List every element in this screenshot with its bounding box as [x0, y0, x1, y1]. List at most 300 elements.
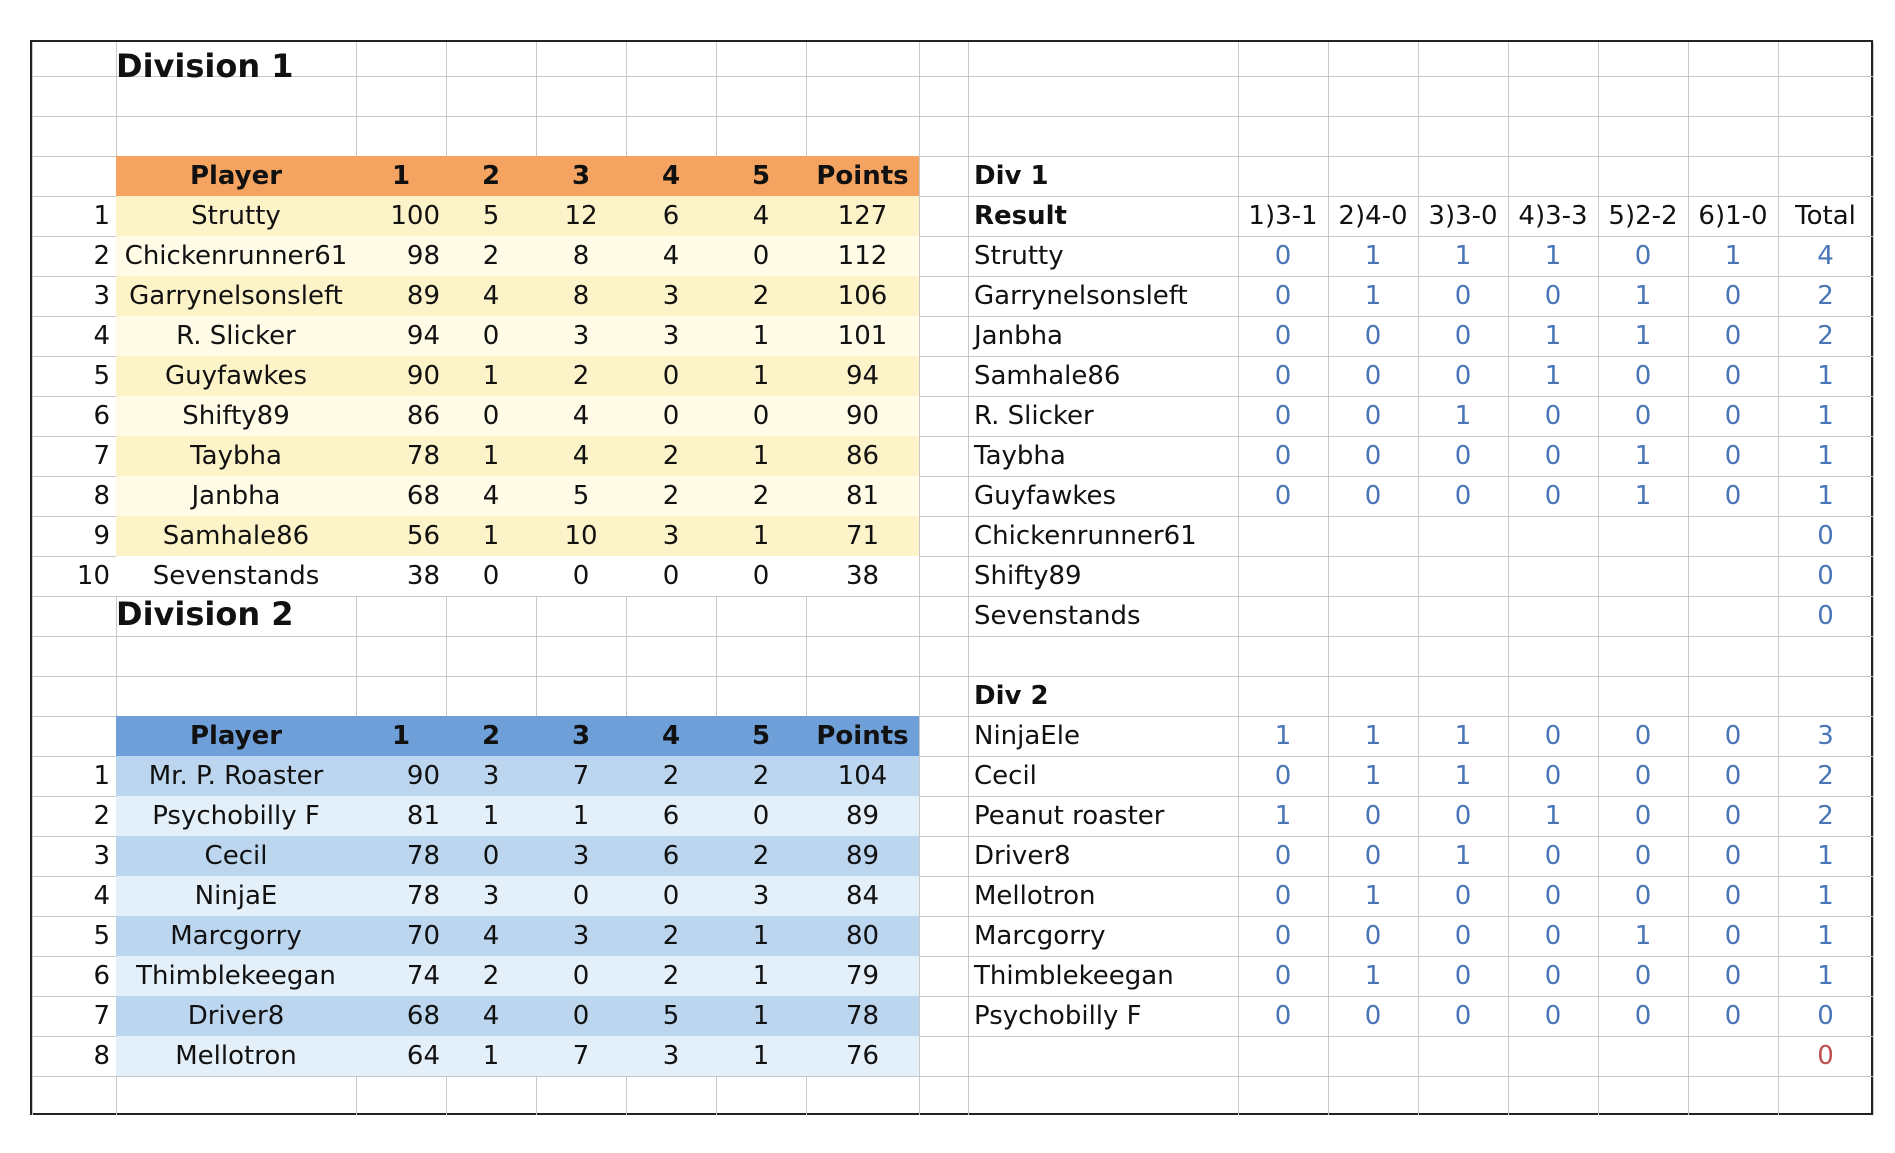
div1-round-4: 4 [662, 241, 680, 271]
div2-result-cell: 0 [1724, 721, 1742, 751]
div1-round-1: 100 [390, 201, 440, 231]
div1-result-total: 4 [1817, 241, 1834, 271]
div2-result-cell: 0 [1454, 1001, 1472, 1031]
div1-round-5: 2 [752, 281, 770, 311]
div2-result-cell: 0 [1364, 841, 1382, 871]
div1-round-5: 0 [752, 401, 770, 431]
div2-player: Mr. P. Roaster [148, 761, 324, 791]
div1-round-4: 3 [662, 281, 680, 311]
div1-round-2: 0 [482, 561, 500, 591]
result-col-4: 5)2-2 [1608, 201, 1678, 231]
div1-rank: 1 [93, 201, 110, 231]
div2-result-cell: 1 [1274, 801, 1292, 831]
div1-round-3: 10 [564, 521, 598, 551]
div2-points: 76 [845, 1041, 880, 1071]
div2-result-cell: 0 [1274, 841, 1292, 871]
div1-rank: 7 [93, 441, 110, 471]
div1-points: 112 [837, 241, 888, 271]
div2-result-cell: 0 [1454, 881, 1472, 911]
div2-round-4: 3 [662, 1041, 680, 1071]
div2-result-player: Thimblekeegan [974, 961, 1174, 991]
div1-header-5: 5 [751, 161, 771, 191]
div1-result-player: Chickenrunner61 [974, 521, 1197, 551]
div1-points: 81 [845, 481, 880, 511]
div1-result-cell [1508, 596, 1598, 636]
gridline-h [32, 76, 1873, 77]
gridline-h [32, 676, 1873, 677]
div1-result-player: Garrynelsonsleft [974, 281, 1188, 311]
div1-player: R. Slicker [176, 321, 296, 351]
div1-round-4: 3 [662, 321, 680, 351]
div2-result-total: 1 [1817, 921, 1834, 951]
div1-round-2: 1 [482, 521, 500, 551]
div1-result-cell [1508, 556, 1598, 596]
div2-result-cell: 0 [1544, 761, 1562, 791]
div1-rank: 10 [76, 561, 110, 591]
div1-round-3: 3 [572, 321, 590, 351]
div2-result-cell: 0 [1544, 841, 1562, 871]
div1-result-cell: 0 [1274, 481, 1292, 511]
div1-result-cell [1598, 596, 1688, 636]
div1-round-4: 3 [662, 521, 680, 551]
gridline-v [919, 42, 920, 1115]
div1-round-3: 4 [572, 441, 590, 471]
div2-player: Mellotron [175, 1041, 297, 1071]
div2-result-cell: 0 [1634, 721, 1652, 751]
div2-header-4: 4 [661, 721, 681, 751]
div1-result-cell [1688, 596, 1778, 636]
div1-result-cell: 1 [1364, 281, 1382, 311]
div1-points: 94 [845, 361, 880, 391]
div1-result-cell: 1 [1634, 281, 1652, 311]
div1-header-1: 1 [391, 161, 411, 191]
div1-result-cell: 0 [1274, 401, 1292, 431]
div2-player: Marcgorry [170, 921, 302, 951]
div1-result-cell: 0 [1544, 481, 1562, 511]
div1-result-cell: 1 [1544, 241, 1562, 271]
div1-round-3: 2 [572, 361, 590, 391]
div1-round-5: 1 [752, 521, 770, 551]
div2-result-cell: 0 [1724, 801, 1742, 831]
div2-result-cell: 1 [1364, 721, 1382, 751]
div2-round-5: 3 [752, 881, 770, 911]
div2-round-5: 1 [752, 961, 770, 991]
div1-result-total: 0 [1817, 521, 1834, 551]
div1-round-5: 1 [752, 361, 770, 391]
div1-result-cell: 0 [1724, 361, 1742, 391]
div1-result-cell: 0 [1364, 361, 1382, 391]
div1-round-2: 4 [482, 281, 500, 311]
div2-result-total: 1 [1817, 841, 1834, 871]
div1-points: 106 [837, 281, 888, 311]
div1-results-title: Div 1 [974, 161, 1049, 191]
div1-round-3: 4 [572, 401, 590, 431]
gridline-v [968, 42, 969, 1115]
div1-result-player: Samhale86 [974, 361, 1121, 391]
div1-points: 71 [845, 521, 880, 551]
div2-result-player: Driver8 [974, 841, 1071, 871]
div2-result-cell: 0 [1634, 761, 1652, 791]
div1-result-cell: 0 [1724, 321, 1742, 351]
div1-result-cell: 1 [1634, 481, 1652, 511]
div2-round-3: 7 [572, 761, 590, 791]
div2-header-6: Points [816, 721, 909, 751]
div2-result-player: NinjaEle [974, 721, 1080, 751]
result-col-5: 6)1-0 [1698, 201, 1768, 231]
div1-result-cell [1328, 596, 1418, 636]
div2-header-5: 5 [751, 721, 771, 751]
div1-result-cell: 1 [1544, 321, 1562, 351]
div2-round-5: 1 [752, 921, 770, 951]
div1-round-1: 68 [406, 481, 440, 511]
div1-result-player: Taybha [974, 441, 1066, 471]
div2-round-3: 3 [572, 921, 590, 951]
div2-round-1: 81 [406, 801, 440, 831]
div1-header-6: Points [816, 161, 909, 191]
div2-result-total: 3 [1817, 721, 1834, 751]
div1-result-cell: 1 [1364, 241, 1382, 271]
gridline-h [32, 1076, 1873, 1077]
div1-rank: 9 [93, 521, 110, 551]
div2-result-cell: 0 [1634, 841, 1652, 871]
result-label: Result [974, 201, 1067, 231]
div1-rank: 6 [93, 401, 110, 431]
div1-player: Janbha [191, 481, 281, 511]
div2-round-2: 3 [482, 881, 500, 911]
division-1-title: Division 1 [116, 47, 294, 85]
div2-round-1: 64 [406, 1041, 440, 1071]
div1-result-cell: 0 [1544, 441, 1562, 471]
div2-round-4: 2 [662, 761, 680, 791]
div1-round-1: 89 [406, 281, 440, 311]
div1-header-3: 3 [571, 161, 591, 191]
div2-round-4: 2 [662, 921, 680, 951]
div2-round-3: 0 [572, 961, 590, 991]
div1-round-2: 0 [482, 401, 500, 431]
div1-result-player: Guyfawkes [974, 481, 1117, 511]
div2-round-4: 2 [662, 961, 680, 991]
div2-round-3: 0 [572, 881, 590, 911]
div2-points: 104 [837, 761, 888, 791]
div1-result-cell: 0 [1454, 361, 1472, 391]
div2-rank: 7 [93, 1001, 110, 1031]
div1-result-cell: 0 [1364, 401, 1382, 431]
div1-result-cell: 0 [1274, 241, 1292, 271]
div1-round-1: 86 [406, 401, 440, 431]
div2-result-cell: 0 [1274, 921, 1292, 951]
div2-round-3: 3 [572, 841, 590, 871]
div1-result-cell: 0 [1724, 481, 1742, 511]
div2-rank: 3 [93, 841, 110, 871]
div1-result-cell [1688, 516, 1778, 556]
div1-rank: 5 [93, 361, 110, 391]
gridline-h [32, 116, 1873, 117]
div1-round-2: 1 [482, 441, 500, 471]
result-col-1: 2)4-0 [1338, 201, 1408, 231]
div1-result-cell: 0 [1544, 401, 1562, 431]
div1-rank: 2 [93, 241, 110, 271]
div2-round-3: 1 [572, 801, 590, 831]
div2-result-cell: 0 [1724, 1001, 1742, 1031]
div2-player: NinjaE [194, 881, 278, 911]
div1-result-cell: 1 [1454, 241, 1472, 271]
div2-round-5: 1 [752, 1041, 770, 1071]
div2-result-cell: 0 [1454, 921, 1472, 951]
div2-round-5: 1 [752, 1001, 770, 1031]
div1-result-player: Shifty89 [974, 561, 1082, 591]
div1-result-cell: 0 [1634, 361, 1652, 391]
div2-result-cell: 1 [1454, 841, 1472, 871]
div2-round-5: 0 [752, 801, 770, 831]
div2-result-cell: 0 [1634, 801, 1652, 831]
div2-result-cell: 0 [1274, 1001, 1292, 1031]
div2-result-cell: 1 [1364, 881, 1382, 911]
div2-result-cell: 0 [1544, 921, 1562, 951]
div2-rank: 1 [93, 761, 110, 791]
div2-player: Driver8 [187, 1001, 285, 1031]
div1-round-5: 4 [752, 201, 770, 231]
div1-points: 127 [837, 201, 888, 231]
div1-result-cell: 0 [1544, 281, 1562, 311]
div2-result-cell: 0 [1724, 921, 1742, 951]
div2-header-0: Player [189, 721, 283, 751]
div2-round-4: 5 [662, 1001, 680, 1031]
div2-round-2: 4 [482, 921, 500, 951]
div1-result-total: 0 [1817, 561, 1834, 591]
div2-rank: 6 [93, 961, 110, 991]
div1-points: 38 [845, 561, 880, 591]
div1-result-cell: 1 [1544, 361, 1562, 391]
div1-points: 101 [837, 321, 888, 351]
div1-result-cell [1238, 516, 1328, 556]
div1-round-3: 12 [564, 201, 598, 231]
div1-result-cell [1238, 556, 1328, 596]
div1-result-cell: 0 [1454, 321, 1472, 351]
div1-round-1: 94 [406, 321, 440, 351]
div1-result-cell: 0 [1364, 441, 1382, 471]
div2-result-cell: 0 [1274, 961, 1292, 991]
div1-result-cell [1688, 556, 1778, 596]
div2-player: Psychobilly F [152, 801, 320, 831]
div1-round-4: 0 [662, 401, 680, 431]
div2-round-4: 0 [662, 881, 680, 911]
div2-result-cell: 0 [1724, 761, 1742, 791]
div2-round-1: 70 [406, 921, 440, 951]
div1-result-cell: 0 [1274, 281, 1292, 311]
div2-round-3: 0 [572, 1001, 590, 1031]
div1-round-3: 8 [572, 241, 590, 271]
div1-result-cell: 0 [1724, 401, 1742, 431]
div2-result-cell: 0 [1724, 961, 1742, 991]
div1-player: Samhale86 [162, 521, 310, 551]
div2-result-cell: 0 [1544, 961, 1562, 991]
div1-round-1: 78 [406, 441, 440, 471]
div2-round-1: 68 [406, 1001, 440, 1031]
div2-result-cell: 1 [1364, 761, 1382, 791]
div2-result-cell: 0 [1364, 921, 1382, 951]
div1-result-cell [1598, 556, 1688, 596]
div1-round-4: 0 [662, 361, 680, 391]
div1-round-3: 8 [572, 281, 590, 311]
div1-round-1: 98 [406, 241, 440, 271]
div2-round-1: 74 [406, 961, 440, 991]
div1-result-cell: 0 [1454, 481, 1472, 511]
div1-round-4: 2 [662, 441, 680, 471]
div1-header-2: 2 [481, 161, 501, 191]
div1-result-total: 2 [1817, 281, 1834, 311]
div2-result-total: 2 [1817, 761, 1834, 791]
div2-round-2: 4 [482, 1001, 500, 1031]
div2-result-cell: 0 [1544, 721, 1562, 751]
div2-result-cell: 0 [1274, 761, 1292, 791]
div1-result-cell: 1 [1634, 321, 1652, 351]
div2-points: 80 [845, 921, 880, 951]
div2-result-cell: 0 [1544, 881, 1562, 911]
div2-points: 79 [845, 961, 880, 991]
div1-player: Shifty89 [182, 401, 290, 431]
div1-round-2: 4 [482, 481, 500, 511]
div1-result-cell: 0 [1364, 321, 1382, 351]
div1-round-2: 1 [482, 361, 500, 391]
div1-player: Chickenrunner61 [124, 241, 348, 271]
div2-round-2: 2 [482, 961, 500, 991]
div1-result-cell [1418, 516, 1508, 556]
div2-result-player: Mellotron [974, 881, 1096, 911]
div1-result-total: 0 [1817, 601, 1834, 631]
div1-player: Sevenstands [152, 561, 320, 591]
div2-result-cell: 0 [1544, 1001, 1562, 1031]
div1-result-cell: 0 [1634, 241, 1652, 271]
div2-result-cell: 0 [1364, 801, 1382, 831]
div2-result-cell: 1 [1634, 921, 1652, 951]
div2-result-cell: 0 [1724, 881, 1742, 911]
div2-result-cell: 1 [1274, 721, 1292, 751]
div1-round-1: 90 [406, 361, 440, 391]
div2-extra-total: 0 [1817, 1041, 1834, 1071]
div2-round-1: 78 [406, 841, 440, 871]
div2-result-cell: 0 [1364, 1001, 1382, 1031]
div2-result-player: Cecil [974, 761, 1037, 791]
div1-result-cell [1328, 516, 1418, 556]
div1-result-total: 2 [1817, 321, 1834, 351]
div1-result-cell: 0 [1364, 481, 1382, 511]
div1-round-3: 0 [572, 561, 590, 591]
div2-result-cell: 1 [1544, 801, 1562, 831]
div1-result-cell: 0 [1274, 321, 1292, 351]
div2-rank: 8 [93, 1041, 110, 1071]
div2-points: 84 [845, 881, 880, 911]
div1-result-cell [1418, 556, 1508, 596]
div1-round-2: 0 [482, 321, 500, 351]
div2-result-cell: 1 [1454, 761, 1472, 791]
div1-result-cell: 1 [1634, 441, 1652, 471]
division-2-title: Division 2 [116, 595, 294, 633]
div1-result-total: 1 [1817, 401, 1834, 431]
div1-header-4: 4 [661, 161, 681, 191]
div2-points: 89 [845, 801, 880, 831]
div1-round-4: 0 [662, 561, 680, 591]
div2-points: 89 [845, 841, 880, 871]
div2-header-1: 1 [391, 721, 411, 751]
div1-round-5: 1 [752, 321, 770, 351]
div1-round-1: 38 [406, 561, 440, 591]
div1-header-0: Player [189, 161, 283, 191]
div2-result-player: Psychobilly F [974, 1001, 1142, 1031]
div2-result-cell: 0 [1634, 961, 1652, 991]
div2-result-total: 1 [1817, 961, 1834, 991]
div2-rank: 2 [93, 801, 110, 831]
div1-result-cell: 1 [1454, 401, 1472, 431]
result-col-0: 1)3-1 [1248, 201, 1318, 231]
div1-round-4: 2 [662, 481, 680, 511]
div2-round-4: 6 [662, 801, 680, 831]
div2-round-2: 0 [482, 841, 500, 871]
spreadsheet [30, 40, 1873, 1115]
div1-round-4: 6 [662, 201, 680, 231]
div2-result-cell: 0 [1724, 841, 1742, 871]
div2-rank: 4 [93, 881, 110, 911]
result-col-3: 4)3-3 [1518, 201, 1588, 231]
div2-result-total: 0 [1817, 1001, 1834, 1031]
div1-points: 86 [845, 441, 880, 471]
div1-player: Strutty [191, 201, 281, 231]
div1-round-2: 2 [482, 241, 500, 271]
div2-player: Thimblekeegan [136, 961, 336, 991]
div1-player: Garrynelsonsleft [129, 281, 343, 311]
div1-result-player: Sevenstands [974, 601, 1141, 631]
div1-result-total: 1 [1817, 481, 1834, 511]
result-col-2: 3)3-0 [1428, 201, 1498, 231]
div1-round-5: 2 [752, 481, 770, 511]
div1-result-cell: 0 [1724, 441, 1742, 471]
div2-result-cell: 0 [1274, 881, 1292, 911]
div2-result-total: 1 [1817, 881, 1834, 911]
div1-result-cell: 0 [1274, 441, 1292, 471]
div2-round-2: 3 [482, 761, 500, 791]
div1-rank: 3 [93, 281, 110, 311]
div1-result-cell [1598, 516, 1688, 556]
div2-round-3: 7 [572, 1041, 590, 1071]
div1-round-5: 1 [752, 441, 770, 471]
div1-round-5: 0 [752, 241, 770, 271]
div2-round-1: 78 [406, 881, 440, 911]
gridline-h [32, 636, 1873, 637]
result-col-6: Total [1795, 201, 1856, 231]
div2-result-player: Peanut roaster [974, 801, 1165, 831]
div2-result-player: Marcgorry [974, 921, 1106, 951]
div2-round-5: 2 [752, 761, 770, 791]
div2-result-cell: 0 [1634, 1001, 1652, 1031]
div1-result-player: Janbha [974, 321, 1063, 351]
div2-header-2: 2 [481, 721, 501, 751]
div1-result-total: 1 [1817, 361, 1834, 391]
div1-round-1: 56 [406, 521, 440, 551]
div1-result-cell [1418, 596, 1508, 636]
div1-player: Taybha [190, 441, 282, 471]
div1-round-5: 0 [752, 561, 770, 591]
div1-rank: 4 [93, 321, 110, 351]
div2-round-5: 2 [752, 841, 770, 871]
div1-result-cell: 1 [1724, 241, 1742, 271]
div2-round-2: 1 [482, 801, 500, 831]
div1-points: 90 [845, 401, 880, 431]
div2-rank: 5 [93, 921, 110, 951]
div2-result-cell: 1 [1364, 961, 1382, 991]
div2-result-cell: 0 [1634, 881, 1652, 911]
div2-result-total: 2 [1817, 801, 1834, 831]
div2-round-2: 1 [482, 1041, 500, 1071]
div2-points: 78 [845, 1001, 880, 1031]
